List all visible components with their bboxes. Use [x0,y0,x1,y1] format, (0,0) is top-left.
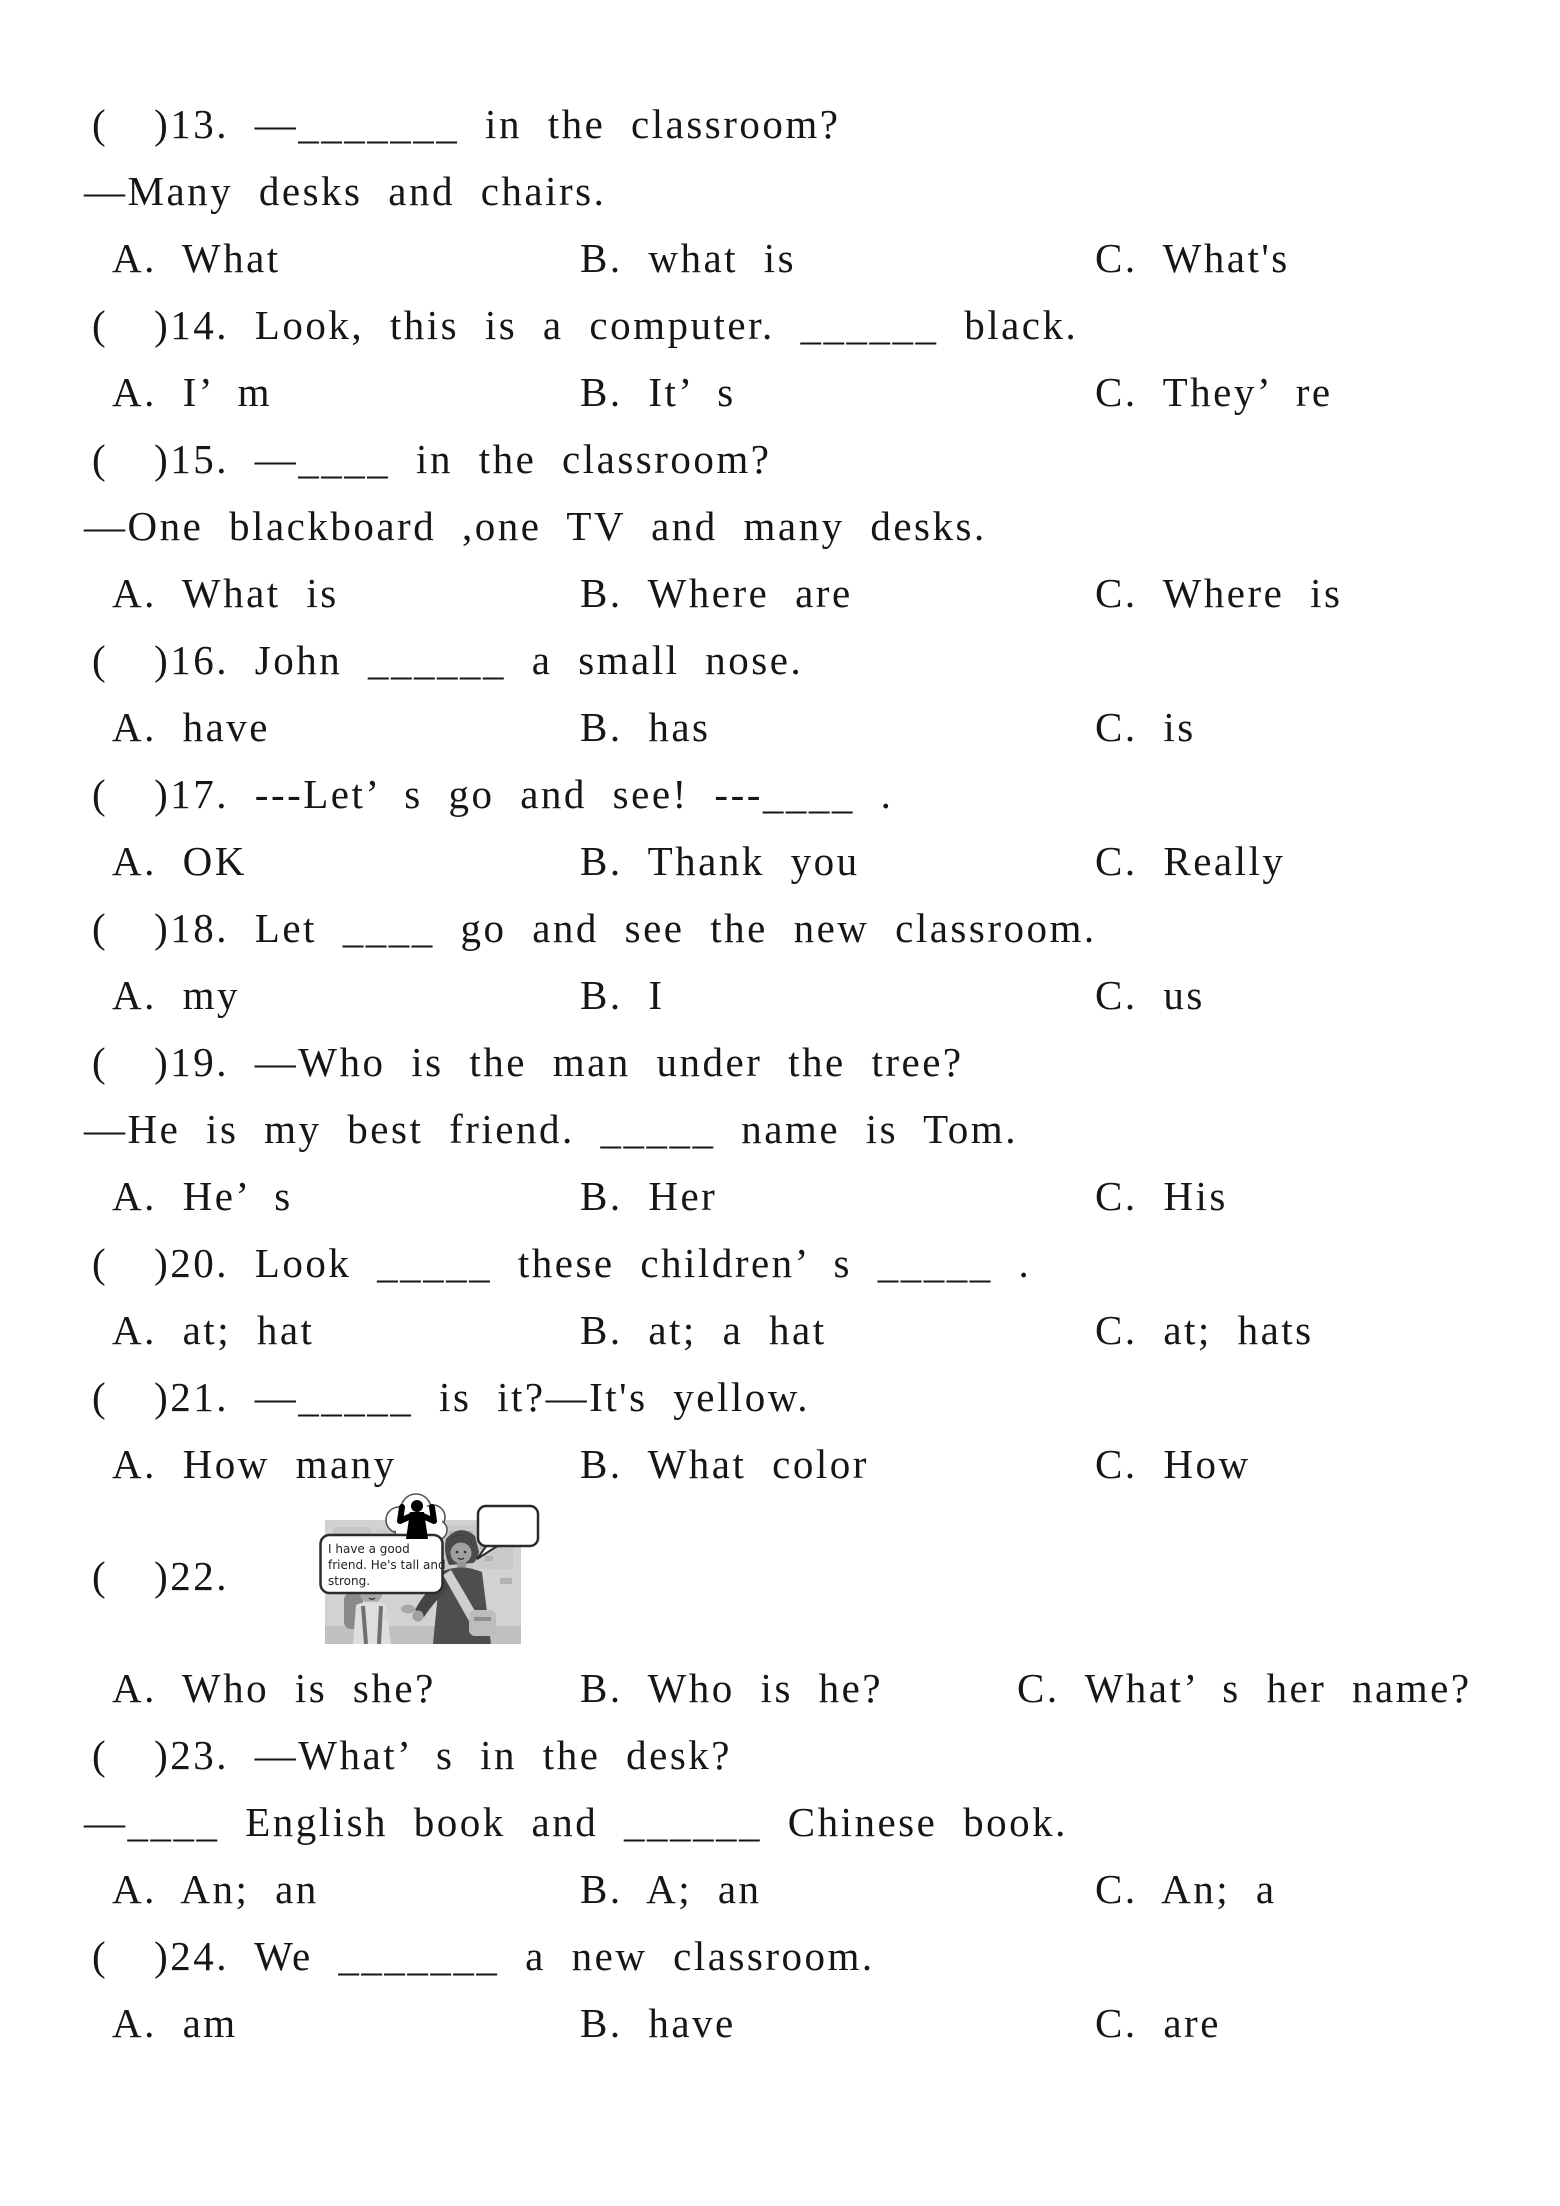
q15-stem: ( )15. —____ in the classroom? [92,435,772,482]
q19-stem: ( )19. —Who is the man under the tree? [92,1038,964,1085]
q18-option-a: A. my [112,971,240,1018]
question-19 [84,1028,1560,1229]
q15-reply: —One blackboard ,one TV and many desks. [84,502,987,549]
q23-stem: ( )23. —What’ s in the desk? [92,1731,732,1778]
q15-option-a: A. What is [112,569,339,616]
q13-option-c: C. What's [1095,234,1290,281]
q14-option-b: B. It’ s [580,368,736,415]
q17-option-b: B. Thank you [580,837,860,884]
q21-option-b: B. What color [580,1440,869,1487]
q20-option-b: B. at; a hat [580,1306,827,1353]
q24-option-a: A. am [112,1999,238,2046]
q23-option-c: C. An; a [1095,1865,1277,1912]
speech-bubble [321,1535,446,1593]
speech-bubble-line-3: strong. [328,1574,371,1588]
q22-option-a: A. Who is she? [112,1664,436,1711]
q13-option-a: A. What [112,234,281,281]
q19-option-b: B. Her [580,1172,718,1219]
q20-stem: ( )20. Look _____ these children’ s _____ . [92,1239,1032,1286]
question-16 [84,626,1560,760]
question-20 [84,1229,1560,1363]
q16-option-a: A. have [112,703,271,750]
q14-option-c: C. They’ re [1095,368,1333,415]
q13-option-b: B. what is [580,234,797,281]
q20-option-a: A. at; hat [112,1306,315,1353]
q18-option-c: C. us [1095,971,1205,1018]
q17-stem: ( )17. ---Let’ s go and see! ---____ . [92,770,894,817]
q24-option-b: B. have [580,1999,736,2046]
question-17 [84,760,1560,894]
q16-option-b: B. has [580,703,711,750]
q24-option-c: C. are [1095,1999,1221,2046]
q20-option-c: C. at; hats [1095,1306,1314,1353]
q17-option-c: C. Really [1095,837,1286,884]
q15-option-b: B. Where are [580,569,853,616]
q19-reply: —He is my best friend. _____ name is Tom. [84,1105,1018,1152]
q18-stem: ( )18. Let ____ go and see the new classroom. [92,904,1097,951]
q19-option-a: A. He’ s [112,1172,293,1219]
q18-option-b: B. I [580,971,665,1018]
q22-option-c: C. What’ s her name? [1017,1664,1472,1711]
question-14 [84,291,1560,425]
q13-reply: —Many desks and chairs. [84,167,607,214]
q14-stem: ( )14. Look, this is a computer. ______ black. [92,301,1079,348]
q16-stem: ( )16. John ______ a small nose. [92,636,804,683]
q22-picture [319,1493,541,1648]
q14-option-a: A. I’ m [112,368,273,415]
question-22 [84,1497,1560,1721]
q22-option-b: B. Who is he? [580,1664,884,1711]
q23-option-b: B. A; an [580,1865,762,1912]
q21-option-c: C. How [1095,1440,1251,1487]
q13-stem: ( )13. —_______ in the classroom? [92,100,841,147]
q21-option-a: A. How many [112,1440,397,1487]
q19-option-c: C. His [1095,1172,1228,1219]
speech-bubble-line-1: I have a good [328,1542,410,1556]
question-24 [84,1922,1560,2056]
q23-reply: —____ English book and ______ Chinese book. [84,1798,1068,1845]
question-18 [84,894,1560,1028]
q22-stem: ( )22. [92,1552,230,1599]
question-21 [84,1363,1560,1497]
question-23 [84,1721,1560,1922]
q15-option-c: C. Where is [1095,569,1343,616]
question-13 [84,90,1560,291]
question-15 [84,425,1560,626]
speech-bubble-line-2: friend. He's tall and [328,1558,446,1572]
q17-option-a: A. OK [112,837,247,884]
q24-stem: ( )24. We _______ a new classroom. [92,1932,875,1979]
q16-option-c: C. is [1095,703,1196,750]
q23-option-a: A. An; an [112,1865,319,1912]
q21-stem: ( )21. —_____ is it?—It's yellow. [92,1373,810,1420]
